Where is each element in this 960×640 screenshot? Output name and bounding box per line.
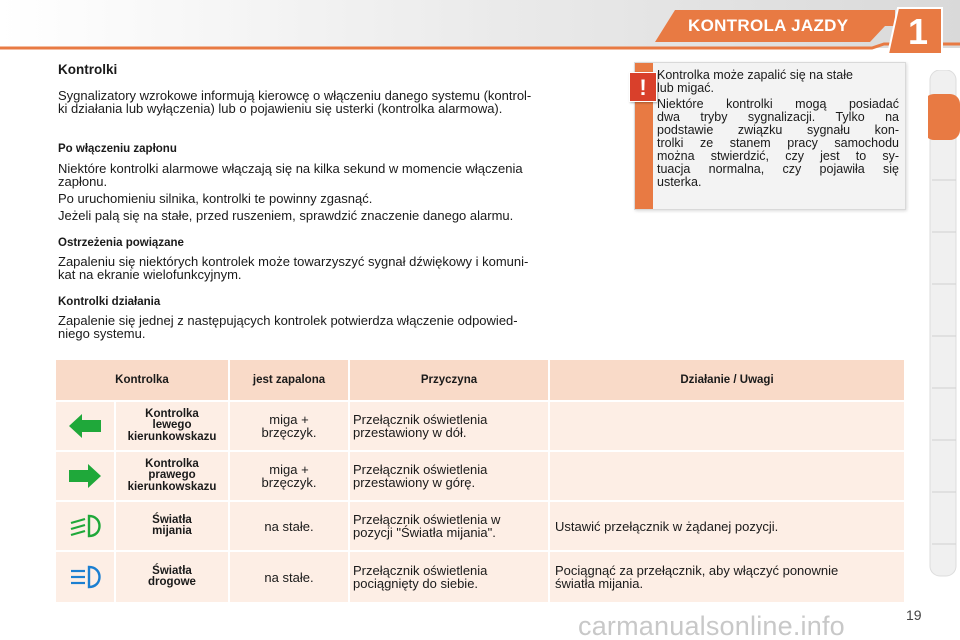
warning-line-4: dwa tryby sygnalizacji. Tylko na	[657, 110, 899, 124]
header-state: jest zapalona	[230, 360, 348, 400]
warning-line-8: tuacja normalna, czy pojawiła się	[657, 162, 899, 176]
main-beam-icon	[65, 563, 105, 591]
warning-line-5: podstawie związku sygnału kon-	[657, 123, 899, 137]
table-header-row	[56, 360, 904, 400]
lamp-action: Ustawić przełącznik w żądanej pozycji.	[550, 502, 904, 550]
header-cause: Przyczyna	[350, 360, 548, 400]
table-row	[56, 402, 904, 450]
related-line-2: kat na ekranie wielofunkcyjnym.	[58, 267, 242, 282]
section-title: Kontrolki	[58, 62, 118, 77]
warning-line-7: można stwierdzić, czy jest to sy-	[657, 149, 899, 163]
header-action: Działanie / Uwagi	[550, 360, 904, 400]
warning-line-2: lub migać.	[657, 81, 714, 95]
warning-line-3: Niektóre kontrolki mogą posiadać	[657, 97, 899, 111]
lamp-cause: Przełącznik oświetlenia przestawiony w górę.	[350, 452, 548, 500]
icon-cell	[56, 452, 114, 500]
left-arrow-icon	[67, 412, 103, 440]
exclamation-icon: !	[629, 72, 657, 102]
icon-cell	[56, 552, 114, 602]
icon-cell	[56, 402, 114, 450]
page-header	[0, 0, 960, 60]
lamp-action	[550, 452, 904, 500]
lamp-name: Światła drogowe	[116, 552, 228, 602]
chapter-number: 1	[907, 11, 929, 52]
operation-line-1: Zapalenie się jednej z następujących kontrolek potwierdza włączenie odpowied-	[58, 313, 518, 328]
lamp-name: Kontrolka prawego kierunkowskazu	[116, 452, 228, 500]
header-kontrolka: Kontrolka	[56, 360, 228, 400]
chapter-title: KONTROLA JAZDY	[688, 16, 849, 35]
table-row	[56, 552, 904, 602]
right-arrow-icon	[67, 462, 103, 490]
lamp-state: na stałe.	[230, 552, 348, 602]
ignition-line-2: zapłonu.	[58, 174, 108, 189]
page-number: 19	[906, 607, 922, 623]
table-row	[56, 502, 904, 550]
table-row	[56, 452, 904, 500]
operation-title: Kontrolki działania	[58, 296, 161, 308]
lamp-state: na stałe.	[230, 502, 348, 550]
related-title: Ostrzeżenia powiązane	[58, 237, 184, 249]
intro-line-2: ki działania lub wyłączenia) lub o pojawieniu się usterki (kontrolka alarmowa).	[58, 101, 503, 116]
lamp-name: Kontrolka lewego kierunkowskazu	[116, 402, 228, 450]
operation-line-2: niego systemu.	[58, 326, 146, 341]
ignition-line-4: Jeżeli palą się na stałe, przed ruszeniem, sprawdzić znaczenie danego alarmu.	[58, 208, 514, 223]
dipped-beam-icon	[65, 512, 105, 540]
related-line-1: Zapaleniu się niektórych kontrolek może towarzyszyć sygnał dźwiękowy i komuni-	[58, 254, 529, 269]
ignition-line-1: Niektóre kontrolki alarmowe włączają się na kilka sekund w momencie włączenia	[58, 161, 523, 176]
lamp-action	[550, 402, 904, 450]
warning-line-6: trolki ze stanem pracy samochodu	[657, 136, 899, 150]
warning-line-9: usterka.	[657, 175, 702, 189]
lamp-cause: Przełącznik oświetlenia w pozycji "Światła mijania".	[350, 502, 548, 550]
chapter-tab-rail	[928, 70, 960, 578]
lamp-action: Pociągnąć za przełącznik, aby włączyć ponownie światła mijania.	[550, 552, 904, 602]
lamp-name: Światła mijania	[116, 502, 228, 550]
ignition-line-3: Po uruchomieniu silnika, kontrolki te powinny zgasnąć.	[58, 191, 373, 206]
warning-line-1: Kontrolka może zapalić się na stałe	[657, 68, 853, 82]
lamp-cause: Przełącznik oświetlenia pociągnięty do siebie.	[350, 552, 548, 602]
icon-cell	[56, 502, 114, 550]
intro-line-1: Sygnalizatory wzrokowe informują kierowcę o włączeniu danego systemu (kontrol-	[58, 88, 532, 103]
lamp-state: miga + brzęczyk.	[230, 452, 348, 500]
lamp-cause: Przełącznik oświetlenia przestawiony w dół.	[350, 402, 548, 450]
watermark: carmanualsonline.info	[578, 611, 845, 640]
ignition-title: Po włączeniu zapłonu	[58, 143, 177, 155]
lamp-state: miga + brzęczyk.	[230, 402, 348, 450]
